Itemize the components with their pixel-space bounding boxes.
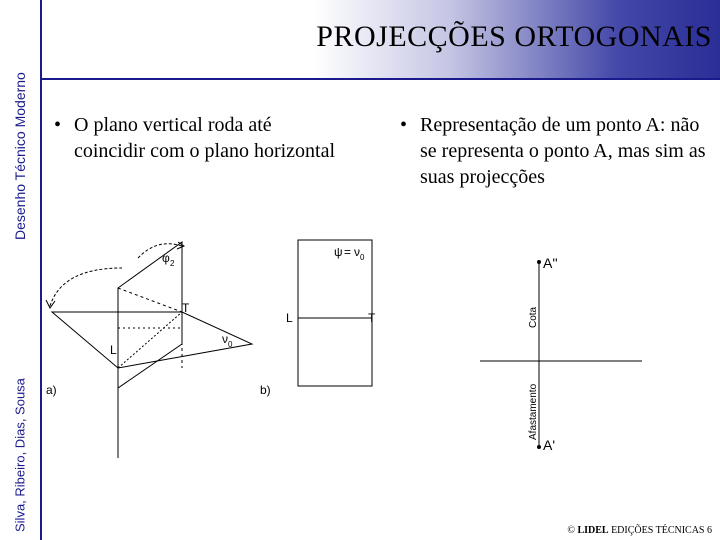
- diagram-a-rotation-arc-lower: [50, 268, 122, 306]
- bullet-item: • O plano vertical roda até coincidir com o plano horizontal: [50, 112, 340, 164]
- header-divider: [42, 78, 720, 80]
- diagram-a-nu-sub: 0: [228, 340, 233, 349]
- diagram-c-cota-label: Cota: [528, 306, 539, 328]
- diagram-b-nu-sub: 0: [360, 253, 365, 262]
- sidebar-authors: Silva, Ribeiro, Dias, Sousa: [12, 378, 28, 532]
- copyright-symbol: ©: [567, 525, 575, 536]
- diagram-a: [46, 242, 252, 458]
- bullet-list-left: [50, 112, 340, 164]
- diagram-c-A1-label: A': [543, 437, 556, 453]
- diagram-a-nu-label: ν: [222, 332, 228, 346]
- footer-text: EDIÇÕES TÉCNICAS: [611, 525, 705, 536]
- footer-brand: LIDEL: [577, 525, 609, 536]
- diagram-c-afastamento-label: Afastamento: [528, 383, 539, 440]
- diagram-a-L-label: L: [110, 343, 117, 357]
- diagram-b-caption: b): [260, 383, 271, 397]
- diagram-c-A2-label: A'': [543, 255, 558, 271]
- diagram-b-L-label: L: [286, 311, 293, 325]
- diagram-b-eq-label: =: [344, 245, 352, 259]
- diagram-b-psi-label: ψ: [334, 245, 343, 259]
- diagram-a-T-label: T: [182, 301, 190, 315]
- projection-diagrams: [42, 228, 720, 458]
- diagram-b-labels: [260, 245, 376, 397]
- page-number: 6: [707, 525, 712, 536]
- page-title: PROJECÇÕES ORTOGONAIS: [316, 20, 712, 53]
- bullet-list-right: [396, 112, 712, 190]
- diagram-c-point-A2: [537, 260, 541, 264]
- diagram-b-T-label: T: [368, 311, 376, 325]
- diagram-a-phi-label: φ: [162, 251, 170, 265]
- diagram-c: [480, 262, 642, 447]
- sidebar-course-title: Desenho Técnico Moderno: [12, 72, 28, 240]
- diagram-a-dashed-1: [118, 288, 182, 312]
- bullet-item: • Representação de um ponto A: não se representa o ponto A, mas sim as suas projecções: [396, 112, 712, 190]
- diagram-a-caption: a): [46, 383, 57, 397]
- diagram-b-nu-label: ν: [354, 245, 360, 259]
- diagram-c-point-A1: [537, 445, 541, 449]
- footer: [567, 525, 712, 536]
- diagram-b-horizontal-plane: [298, 318, 372, 386]
- diagram-a-LT-line: [118, 312, 182, 368]
- diagram-c-labels: [528, 255, 558, 453]
- diagram-a-rotation-arc-upper: [138, 244, 182, 258]
- sidebar: [0, 0, 40, 540]
- diagram-a-phi-sub: 2: [170, 259, 175, 268]
